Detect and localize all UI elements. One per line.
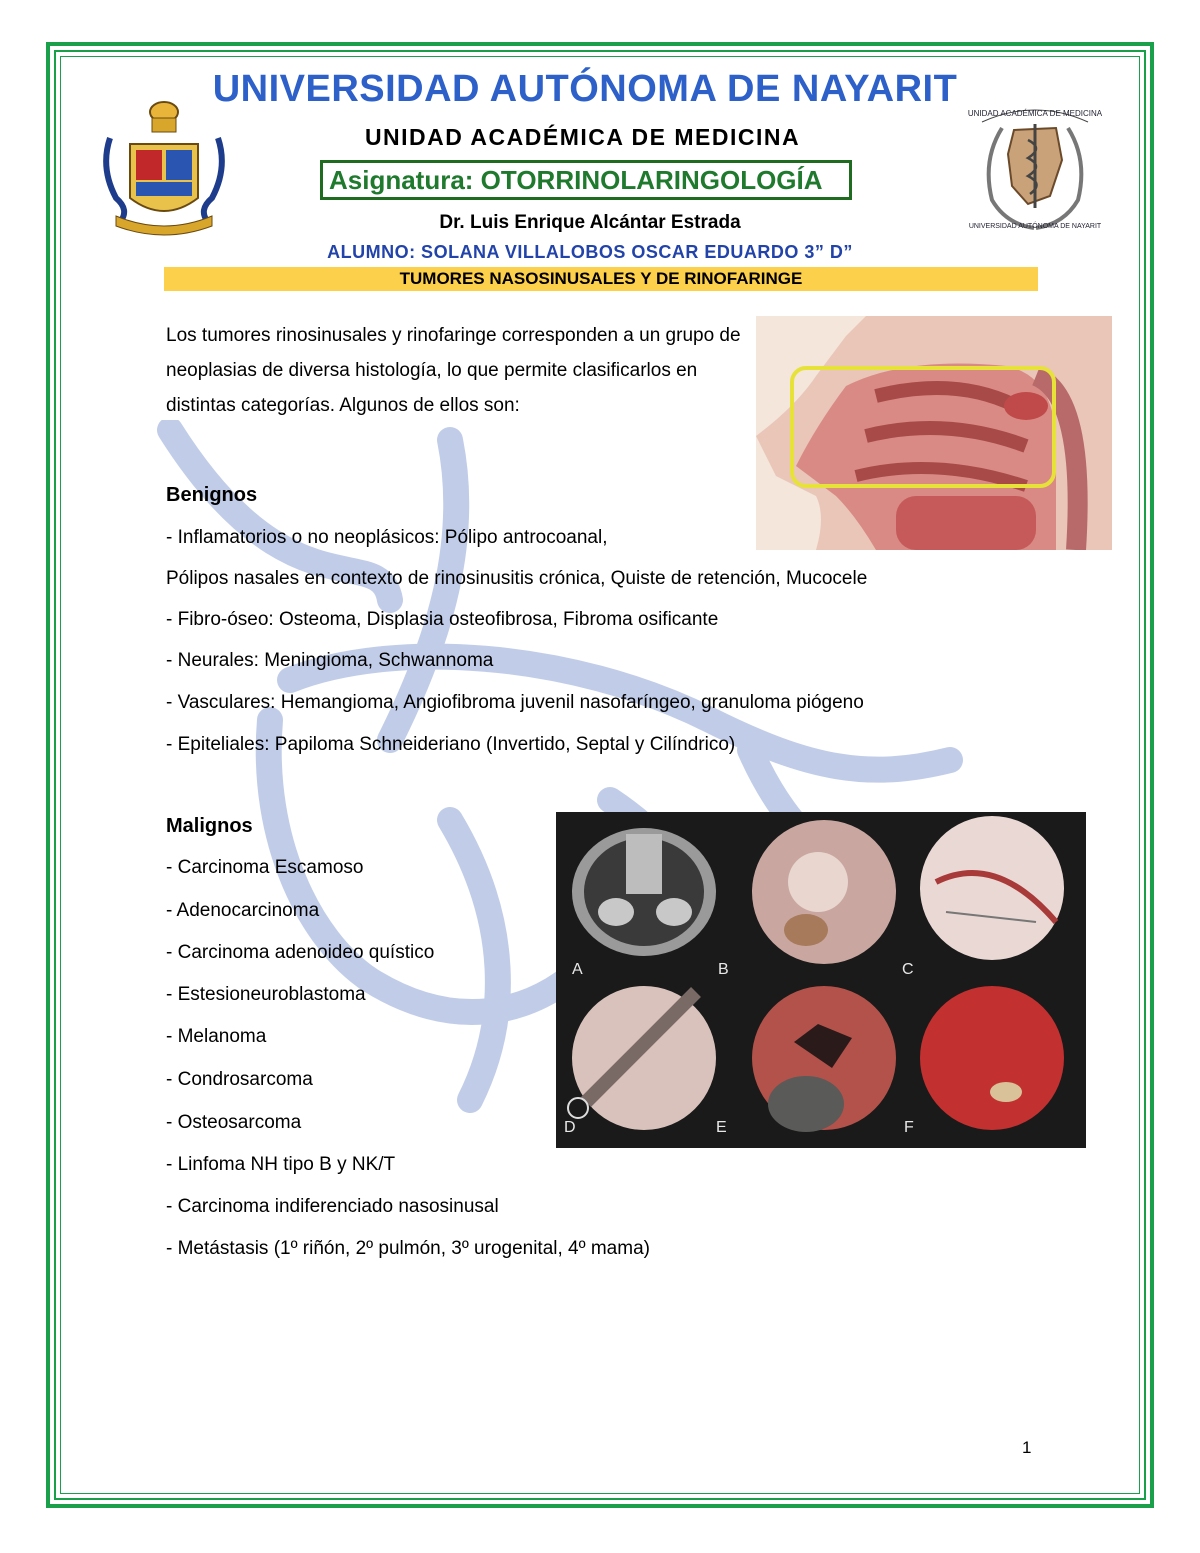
panel-c-endoscopy xyxy=(920,816,1064,960)
malignant-item: - Carcinoma indiferenciado nasosinusal xyxy=(166,1196,499,1217)
unit-title: UNIDAD ACADÉMICA DE MEDICINA xyxy=(364,124,801,150)
malignant-item: - Carcinoma Escamoso xyxy=(166,857,364,878)
university-title: UNIVERSIDAD AUTÓNOMA DE NAYARIT xyxy=(212,68,958,110)
benign-heading: Benignos xyxy=(166,484,258,506)
panel-label: C xyxy=(902,961,914,978)
svg-text:UNIDAD ACADÉMICA DE MEDICINA: UNIDAD ACADÉMICA DE MEDICINA xyxy=(967,109,1103,118)
malignant-item: - Carcinoma adenoideo quístico xyxy=(166,942,435,963)
malignant-item: - Condrosarcoma xyxy=(166,1069,313,1090)
malignant-item: - Estesioneuroblastoma xyxy=(166,984,366,1005)
panel-label: B xyxy=(718,961,729,978)
panel-f-endoscopy xyxy=(920,986,1064,1130)
benign-item: - Vasculares: Hemangioma, Angiofibroma juvenil nasofaríngeo, granuloma piógeno xyxy=(166,692,864,713)
malignant-item: - Melanoma xyxy=(166,1026,267,1047)
panel-label: F xyxy=(904,1119,914,1136)
malignant-heading: Malignos xyxy=(166,815,253,837)
panel-b-endoscopy xyxy=(752,820,896,964)
benign-item: - Neurales: Meningioma, Schwannoma xyxy=(166,650,494,671)
malignant-item: - Metástasis (1º riñón, 2º pulmón, 3º urogenital, 4º mama) xyxy=(166,1238,650,1259)
malignant-item: - Osteosarcoma xyxy=(166,1112,302,1133)
panel-a-ct-scan xyxy=(572,828,716,956)
page-number: 1 xyxy=(1022,1438,1032,1457)
endoscopy-figure xyxy=(556,812,1086,1148)
svg-text:UNIVERSIDAD AUTÓNOMA DE NAYARI: UNIVERSIDAD AUTÓNOMA DE NAYARIT xyxy=(968,223,1102,230)
student-name: ALUMNO: SOLANA VILLALOBOS OSCAR EDUARDO 3” D” xyxy=(327,242,853,262)
benign-item: Pólipos nasales en contexto de rinosinusitis crónica, Quiste de retención, Mucocele xyxy=(166,568,868,589)
malignant-item: - Linfoma NH tipo B y NK/T xyxy=(166,1154,396,1175)
panel-label: D xyxy=(564,1119,576,1136)
nasal-cavity-illustration xyxy=(756,316,1112,550)
benign-item: - Fibro-óseo: Osteoma, Displasia osteofibrosa, Fibroma osificante xyxy=(166,609,719,630)
intro-paragraph: Los tumores rinosinusales y rinofaringe corresponden a un grupo de neoplasias de diversa histología, lo que permite clasificarlos en distintas categorías. Algunos de ellos son: xyxy=(166,325,741,416)
malignant-item: - Adenocarcinoma xyxy=(166,900,320,921)
panel-d-endoscopy xyxy=(572,986,716,1130)
benign-item: - Epiteliales: Papiloma Schneideriano (Invertido, Septal y Cilíndrico) xyxy=(166,734,736,755)
panel-label: E xyxy=(716,1119,727,1136)
panel-label: A xyxy=(572,961,583,978)
benign-item: - Inflamatorios o no neoplásicos: Pólipo antrocoanal, xyxy=(166,527,608,548)
subject-box: Asignatura: OTORRINOLARINGOLOGÍA xyxy=(320,160,852,200)
topic-banner: TUMORES NASOSINUSALES Y DE RINOFARINGE xyxy=(164,267,1038,291)
doctor-name: Dr. Luis Enrique Alcántar Estrada xyxy=(439,212,741,233)
